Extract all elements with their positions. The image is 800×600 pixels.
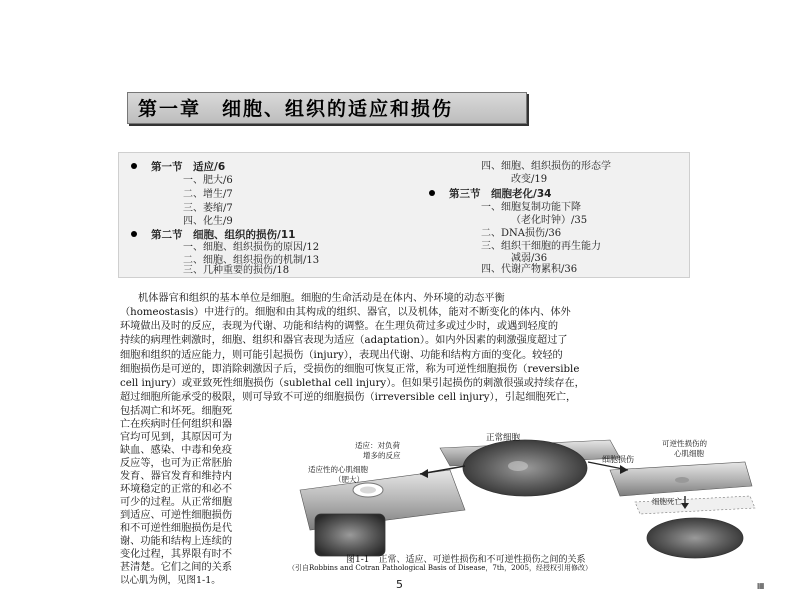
death-section xyxy=(647,518,743,558)
toc-left-1: 一、肥大/6 xyxy=(183,175,233,186)
figure-caption: 图1-1 正常、适应、可逆性损伤和不可逆性损伤之间的关系 xyxy=(346,555,586,565)
side-line-11: 变化过程，其界限有时不 xyxy=(120,549,233,560)
toc-right-3: 一、细胞复制功能下降 xyxy=(481,202,581,213)
toc-left-4: 四、化生/9 xyxy=(183,216,233,227)
label-hypertrophy-2: （肥大） xyxy=(334,475,364,484)
side-line-3: 缺血、感染、中毒和免疫 xyxy=(120,445,233,456)
side-line-1: 亡在疾病时任何组织和器 xyxy=(120,419,233,430)
bullet-icon xyxy=(429,190,435,196)
body-line-5: 细胞损伤是可逆的，即消除刺激因子后，受损伤的细胞可恢复正常，称为可逆性细胞损伤（reversible xyxy=(120,364,580,375)
body-line-4: 细胞和组织的适应能力，则可能引起损伤（injury），表现出代谢、功能和结构方面的变化。较轻的 xyxy=(120,350,563,361)
label-cell-death: 细胞死亡 xyxy=(652,497,682,506)
toc-left-8: 三、几种重要的损伤/18 xyxy=(183,265,290,276)
toc-left-2: 二、增生/7 xyxy=(183,189,233,200)
side-line-9: 和不可逆性细胞损伤是代 xyxy=(120,523,233,534)
toc-right-1: 改变/19 xyxy=(511,174,548,185)
toc-right-8: 四、代谢产物累积/36 xyxy=(481,264,578,275)
body-line-6: cell injury）或亚致死性细胞损伤（sublethal cell injury）。但如果引起损伤的刺激很强或持续存在， xyxy=(120,378,585,389)
side-line-5: 发育、器官发育和维持内 xyxy=(120,471,233,482)
figure-1-1 xyxy=(290,410,760,565)
side-line-7: 可少的过程。从正常细胞 xyxy=(120,497,233,508)
page-number: 5 xyxy=(396,578,403,591)
toc-right-2: 第三节 细胞老化/34 xyxy=(429,188,551,200)
body-line-1: （homeostasis）中进行的。细胞和由其构成的组织、器官，以及机体，能对不断变化的体内、体外 xyxy=(120,307,571,318)
label-reversible-2: 心肌细胞 xyxy=(674,449,704,458)
side-line-13: 以心肌为例，见图1-1。 xyxy=(120,575,221,586)
label-adapt-1: 适应：对负荷 xyxy=(355,441,400,450)
side-line-0: 包括凋亡和坏死。细胞死 xyxy=(120,406,233,417)
toc-left-7: 二、细胞、组织损伤的机制/13 xyxy=(183,255,320,266)
hypertrophy-section xyxy=(315,514,385,556)
toc-left-0: 第一节 适应/6 xyxy=(131,161,225,173)
toc-left-3: 三、萎缩/7 xyxy=(183,203,233,214)
chapter-title: 第一章 细胞、组织的适应和损伤 xyxy=(138,98,454,120)
side-line-2: 官均可见到，其原因可为 xyxy=(120,432,233,443)
toc-right-7: 减弱/36 xyxy=(511,253,548,264)
body-line-2: 环境做出及时的反应，表现为代谢、功能和结构的调整。在生理负荷过多或过少时，或遇到轻度的 xyxy=(120,321,559,332)
side-line-4: 反应等，也可为正常胚胎 xyxy=(120,458,233,469)
label-cell-injury: 细胞损伤 xyxy=(602,455,634,464)
label-adapt-2: 增多的反应 xyxy=(363,451,401,460)
toc-box xyxy=(118,152,690,278)
side-line-8: 到适应、可逆性细胞损伤 xyxy=(120,510,233,521)
toc-right-6: 三、组织干细胞的再生能力 xyxy=(481,241,601,252)
corner-mark: ▦ xyxy=(757,581,765,590)
figure-source: （引自Robbins and Cotran Pathological Basis of Disease，7th，2005，经授权引用修改） xyxy=(288,564,592,572)
side-line-10: 谢、功能和结构上连续的 xyxy=(120,536,233,547)
bullet-icon xyxy=(131,163,137,169)
side-line-12: 甚清楚。它们之间的关系 xyxy=(120,562,233,573)
label-reversible-1: 可逆性损伤的 xyxy=(662,439,707,448)
bullet-icon xyxy=(131,231,137,237)
label-hypertrophy-1: 适应性的心肌细胞 xyxy=(308,465,368,474)
body-line-7: 超过细胞所能承受的极限，则可导致不可逆的细胞损伤（irreversible cell injury），引起细胞死亡， xyxy=(120,392,577,403)
body-line-0: 机体器官和组织的基本单位是细胞。细胞的生命活动是在体内、外环境的动态平衡 xyxy=(138,293,505,304)
toc-right-4: （老化时钟）/35 xyxy=(511,215,588,226)
toc-right-5: 二、DNA损伤/36 xyxy=(481,228,562,239)
label-normal-cell: 正常细胞 xyxy=(486,433,521,443)
toc-right-0: 四、细胞、组织损伤的形态学 xyxy=(481,161,611,172)
side-line-6: 环境稳定的正常的和必不 xyxy=(120,484,233,495)
toc-left-6: 一、细胞、组织损伤的原因/12 xyxy=(183,242,320,253)
toc-left-5: 第二节 细胞、组织的损伤/11 xyxy=(131,229,295,241)
body-line-3: 持续的病理性刺激时，细胞、组织和器官表现为适应（adaptation）。如内外因素的刺激强度超过了 xyxy=(120,335,568,346)
